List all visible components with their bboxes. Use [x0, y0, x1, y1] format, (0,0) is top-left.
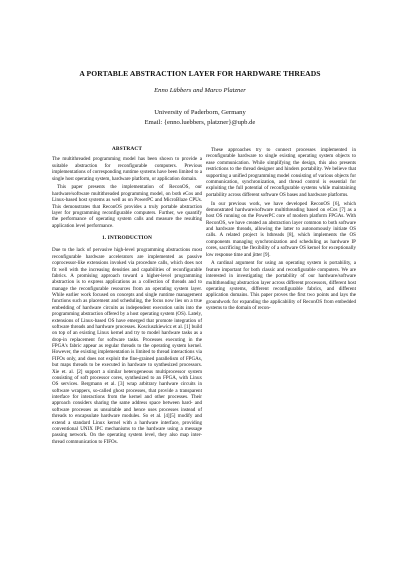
affiliation-institution: University of Paderborn, Germany — [154, 109, 246, 116]
introduction-paragraph: In our previous work, we have developed ReconOS [6], which demonstrated hardware/software multithreading based on eCos [7] as a host OS running on the PowerPC core of modern platform FPGAs. With ReconOS, we have created an abstraction layer common to both software and hardware threads, allowing the latter to autonomously initiate OS calls. A related project is hthreads [8], which implements the OS components managing synchronization and scheduling as hardware IP cores, sacrificing the flexibility of a software OS kernel for exceptionally low response time and jitter [9]. — [206, 200, 356, 258]
introduction-paragraph: These approaches try to connect processes implemented in reconfigurable hardware to single existing operating system objects to ease communication. While simplifying the design, this also presents restrictions to the thread designer and hinders portability. We believe that supporting a unified programming model consisting of various objects for communication, synchronization, and thread control is essential for exploiting the full potential of reconfigurable systems while maintaining portability across different software OS bases and hardware platforms. — [206, 147, 356, 198]
abstract-paragraph: This paper presents the implementation of ReconOS, our hardware/software multithreaded programming model, on both eCos and Linux-based host systems as well as on PowerPC and MicroBlaze CPUs. This demonstrates that ReconOS provides a truly portable abstraction layer for programming reconfigurable computers. Further, we quantify the performance of operating system calls and measure the resulting application level performance. — [52, 184, 202, 229]
affiliation-email: Email: {enno.luebbers, platzner}@upb.de — [144, 118, 256, 126]
left-column — [52, 146, 202, 445]
introduction-paragraph: A cardinal argument for using an operating system is portability, a feature important for both classic and reconfigurable computers. We are interested in investigating the portability of our hardware/software multithreading abstraction layer across different processors, different host operating systems, different reconfigurable fabrics, and different application domains. This paper proves the first two points and lays the groundwork for expanding the applicability of ReconOS from embedded systems to the domain of recon- — [206, 260, 356, 311]
right-column — [206, 147, 356, 311]
paper-title: A PORTABLE ABSTRACTION LAYER FOR HARDWARE THREADS — [79, 69, 321, 78]
paper-affiliation — [0, 108, 400, 127]
abstract-paragraph: The multithreaded programming model has been shown to provide a suitable abstraction for reconfigurable computers. Previous implementations of corresponding runtime systems have been limited to a single host operating system, hardware platform, or application domain. — [52, 156, 202, 182]
abstract-heading: ABSTRACT — [111, 146, 143, 152]
introduction-heading: 1. INTRODUCTION — [101, 235, 153, 241]
introduction-paragraph: Due to the lack of pervasive high-level programming abstractions most reconfigurable hardware accelerators are implemented as passive coprocessor-like extensions invoked via procedure calls, which does not fit well with the increasing densities and capabilities of reconfigurable fabrics. A promising approach toward a higher-level programming abstraction is to express applications as a collection of threads and to manage the reconfigurable resources from an operating system layer. While earlier work focused on concepts and single runtime management functions such as placement and scheduling, the focus now lies on a true embedding of hardware circuits as independent execution units into the programming abstraction offered by a host operating system (OS). Lately, extensions of Linux-based OS have emerged that promote integration of software threads and hardware processes. Kosciuszkiewicz et al. [1] build on top of an existing Linux kernel and try to model hardware tasks as a drop-in replacement for software tasks. Processes executing in the FPGA's fabric appear as regular threads to the operating system kernel. However, the existing implementation is limited to thread interactions via FIFOs only, and does not exploit the fine-grained parallelism of FPGAs, but maps threads to be executed in hardware to synthesized processors. Xie et. al. [2] support a similar heterogeneous multiprocessor system consisting of soft processor cores, synthesized to an FPGA, with Linux OS services. Bergmann et al. [3] wrap arbitrary hardware circuits in software wrappers, so-called ghost processes, that provide a transparent interface for interactions from the kernel and other processes. Their approach considers sharing the same address space between hard- and software processes as unsuitable and hence uses processes instead of threads to encapsulate hardware modules. So et al. [4][5] modify and extend a standard Linux kernel with a hardware interface, providing conventional UNIX IPC mechanisms to the hardware using a message passing network. On the operating system level, they also map inter-thread communication to FIFOs. — [52, 247, 202, 445]
paper-authors: Enno Lübbers and Marco Platzner — [154, 87, 246, 94]
